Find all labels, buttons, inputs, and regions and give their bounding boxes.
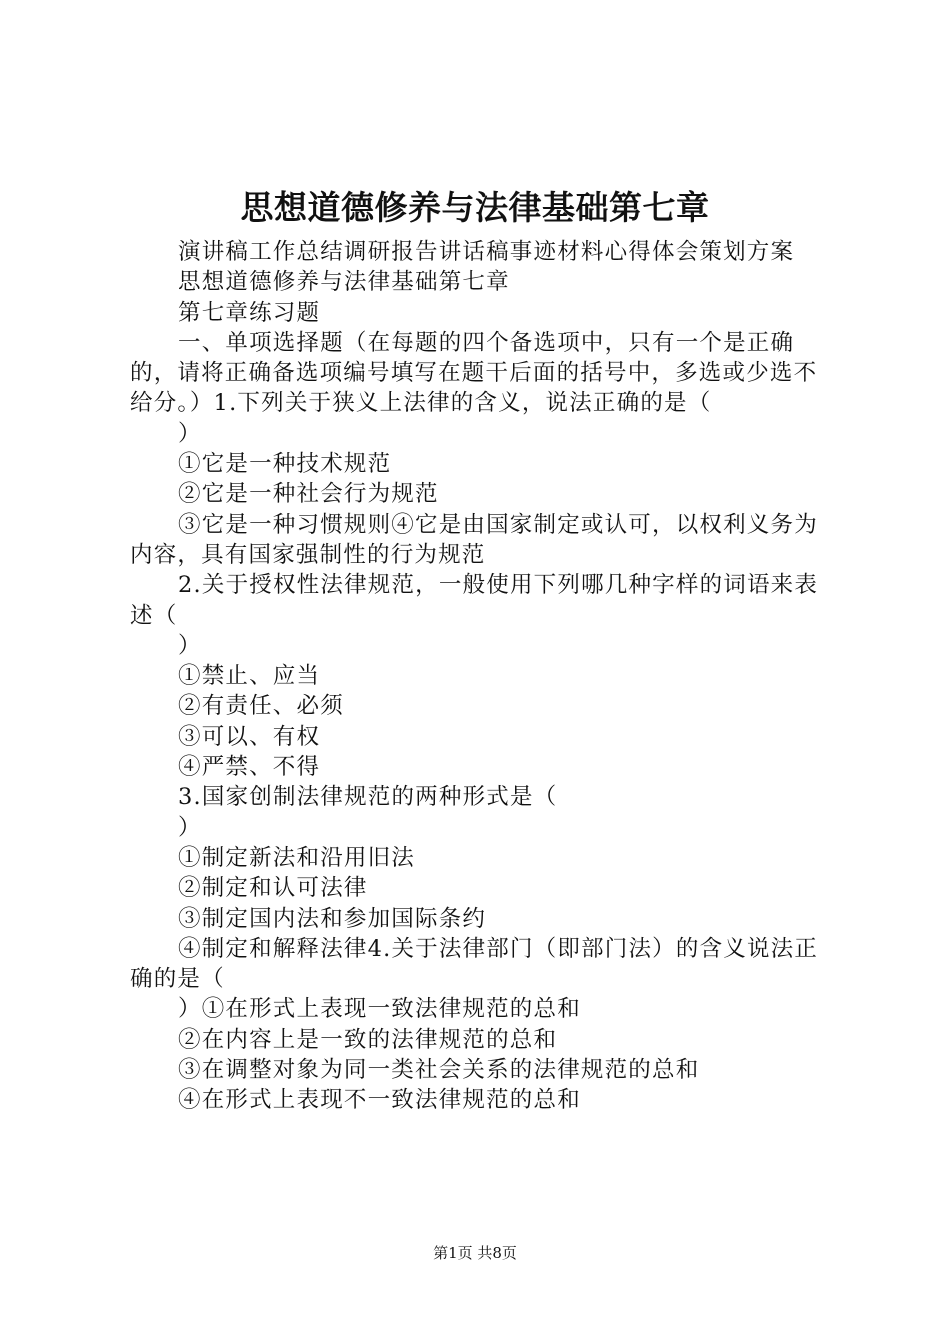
body-paragraph: 2.关于授权性法律规范，一般使用下列哪几种字样的词语来表述（ (130, 572, 819, 629)
body-paragraph: ①禁止、应当 (178, 663, 321, 690)
body-paragraph: ④制定和解释法律4.关于法律部门（即部门法）的含义说法正确的是（ (130, 935, 819, 993)
page-footer: 第1页 共8页 (433, 1244, 517, 1262)
body-paragraph: ③它是一种习惯规则④它是由国家制定或认可，以权利义务为内容，具有国家强制性的行为规范 (130, 511, 818, 568)
document-body (130, 237, 832, 1116)
body-paragraph: ③在调整对象为同一类社会关系的法律规范的总和 (178, 1057, 700, 1084)
body-paragraph: ②在内容上是一致的法律规范的总和 (178, 1026, 558, 1053)
body-paragraph: ②有责任、必须 (178, 693, 344, 720)
body-paragraph: ④在形式上表现不一致法律规范的总和 (178, 1087, 581, 1114)
document-title: 思想道德修养与法律基础第七章 (240, 188, 710, 227)
body-paragraph: 演讲稿工作总结调研报告讲话稿事迹材料心得体会策划方案 (178, 239, 795, 265)
body-paragraph: 一、单项选择题（在每题的四个备选项中，只有一个是正确的，请将正确备选项编号填写在题干后面的括号中，多选或少选不给分。）1.下列关于狭义上法律的含义，说法正确的是（ (130, 329, 818, 417)
body-paragraph: ①它是一种技术规范 (178, 451, 392, 478)
body-paragraph: 3.国家创制法律规范的两种形式是（ (178, 784, 558, 811)
body-paragraph: ③制定国内法和参加国际条约 (178, 905, 487, 932)
body-paragraph: ②制定和认可法律 (178, 875, 368, 902)
body-paragraph: ） (178, 420, 202, 447)
body-paragraph: ） (178, 632, 202, 659)
body-paragraph: ）①在形式上表现一致法律规范的总和 (178, 996, 581, 1023)
body-paragraph: ②它是一种社会行为规范 (178, 481, 439, 508)
body-paragraph: 思想道德修养与法律基础第七章 (178, 269, 510, 296)
body-paragraph: ①制定新法和沿用旧法 (178, 844, 416, 871)
body-paragraph: ④严禁、不得 (178, 754, 321, 781)
body-paragraph: ③可以、有权 (178, 723, 321, 750)
body-paragraph: 第七章练习题 (178, 299, 321, 326)
body-paragraph: ） (178, 814, 202, 841)
